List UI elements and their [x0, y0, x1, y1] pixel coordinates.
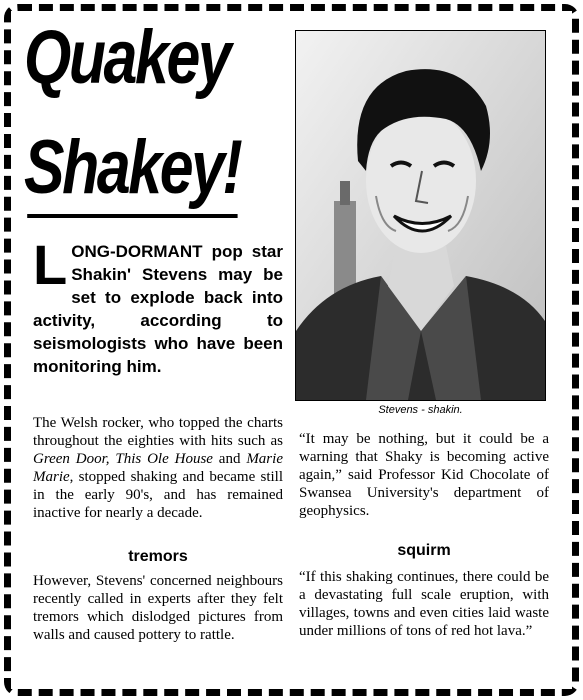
body-paragraph-3: “It may be nothing, but it could be a warning that Shaky is becoming active again,” said Professor Kid Chocolate of Swansea University's department of geophysics. — [299, 431, 549, 519]
headline-line-2-text: Shakey! — [24, 125, 241, 210]
intro-text: pop star Shakin' Stevens may be set to explode back into activity, according to seismologists who have been monitoring him. — [33, 242, 283, 376]
subhead-squirm: squirm — [397, 542, 451, 559]
song-title: Marie Marie — [33, 451, 283, 485]
subhead-tremors: tremors — [128, 548, 188, 565]
headline-line-1: Quakey — [24, 15, 230, 100]
song-title: Green Door, This Ole House — [33, 451, 213, 467]
body-text: , stopped shaking and became still in the early 90's, and has remained inactive for nearly a decade. — [33, 469, 283, 521]
body-paragraph-1 — [33, 414, 283, 522]
body-text: and — [212, 451, 247, 467]
intro-paragraph — [33, 233, 283, 378]
portrait-photo — [295, 30, 546, 401]
body-paragraph-2: However, Stevens' concerned neighbours recently called in experts after they felt tremors which dislodged pictures from walls and caused pottery to rattle. — [33, 573, 283, 643]
photo-caption: Stevens - shakin. — [378, 404, 463, 416]
intro-lead: ONG-DORMANT — [71, 242, 203, 261]
headline-line-2 — [24, 125, 241, 210]
portrait-illustration — [296, 31, 545, 400]
headline-underline — [27, 214, 237, 218]
body-text: The Welsh rocker, who topped the charts throughout the eighties with hits such as — [33, 415, 283, 449]
drop-cap: L — [33, 233, 68, 296]
body-paragraph-4: “If this shaking continues, there could be a devastating full scale eruption, with villages, towns and even cities laid waste under millions of tons of red hot lava.” — [299, 569, 549, 639]
